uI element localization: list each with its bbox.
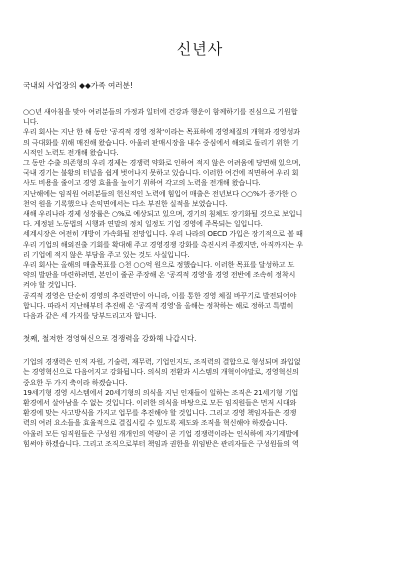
document-body [23, 107, 377, 449]
paragraph: 아울러 모든 임직원들은 구성원 개개인의 역량이 곧 기업 경쟁력이라는 인식하에 자기계발에 힘써야 하겠습니다. 그리고 조직으로부터 책임과 권한을 위임받은 관리자들은 구성원들의 역 [23, 428, 299, 448]
section-heading: 첫째, 철저한 경영혁신으로 경쟁력을 강화해 나갑시다. [23, 334, 197, 344]
spacer [23, 344, 377, 357]
paragraph: 우리 회사는 올해의 매출목표를 ○천 ○○억 원으로 정했습니다. 이러한 목표를 달성하고 도 약의 발판을 마련하려면, 본인이 줄곧 주장해 온 '공격적 경영'을 경영 전반에 조속히 정착시 켜야 할 것입니다. [23, 260, 296, 290]
paragraph: 공격적 경영은 단순히 경영의 추진력만이 아니라, 이를 통한 경영 체질 바꾸기로 발전되어야 합니다. 따라서 지난해부터 추진해 온 '공격적 경영'을 올해는 정착하는 해로 정하고 특별히 다음과 같은 세 가지를 당부드리고자 합니다. [23, 290, 297, 321]
paragraph: 우리 회사는 지난 한 해 동안 '공격적 경영 정착'이라는 목표하에 경영체질의 개혁과 경영성과 의 극대화를 위해 매진해 왔습니다. 아울러 판매시장을 내수 중심에서 해외로 돌리기 위한 기 시적인 노력도 전개해 왔습니다. [23, 127, 300, 157]
greeting-line: 국내외 사업장의 ◆◆가족 여러분! [23, 81, 133, 90]
paragraph: 세계시장은 여전히 개방이 가속화될 전망입니다. 우리 나라의 OECD 가입은 장기적으로 볼 때 우리 기업의 해외진출 기회를 확대해 주고 경영경쟁 강화를 촉진시켜 주겠지만, 아직까지는 우 리 기업에 적지 않은 부담을 주고 있는 것도 사실입니다. [23, 229, 303, 259]
document-title: 신년사 [176, 40, 224, 58]
paragraph: 새해 우리나라 경제 성장률은 ○%로 예상되고 있으며, 경기의 침체도 장기화될 것으로 보입니 다. 게정된 노동법의 시행과 연말의 정치 일정도 기업 경영에 주목되는 일입니다. [23, 209, 303, 229]
paragraph: 지난해에는 임직원 여러분들의 헌신적인 노력에 힘입어 매출은 전년보다 ○○%가 증가한 ○ 천억 원을 기록했으나 손익면에서는 다소 부진한 실적을 보였습니다. [23, 188, 297, 208]
paragraph: 그 동안 수출 의존형의 우리 경제는 경쟁력 약화로 인하여 적지 않은 어려움에 당면해 있으며, 국내 경기는 불황의 터널을 쉽게 벗어나지 못하고 있습니다. 이러한 여건에 직면하여 우리 회 사도 비용을 줄이고 경영 효율을 높이기 위하여 각고의 노력을 전개해 왔습니다. [23, 158, 301, 188]
paragraph: 19세기형 경영 시스템에서 20세기형의 의식을 지닌 인재들이 일하는 조직은 21세기형 기업 환경에서 살아남을 수 없는 것입니다. 이러한 의식을 바탕으로 모든 임직원들은 먼저 시대와 환경에 맞는 사고방식을 가지고 업무를 추진해야 할 것입니다. 그리고 경영 책임자들은 경쟁 력의 여러 요소들을 효율적으로 결집시킬 수 있도록 제도와 조직을 혁신해야 하겠습니다. [23, 387, 299, 428]
paragraph: 기업의 경쟁력은 인적 자원, 기술력, 재무력, 기업인지도, 조직력의 결합으로 형성되며 좌입없 는 경영혁신으로 다음어지고 강화됩니다. 의식의 전환과 시스템의 개혁이야말로, 경영혁신의 중요한 두 가지 축이라 하겠습니다. [23, 357, 301, 387]
spacer [23, 321, 377, 334]
paragraph: ○○년 새아침을 맞아 여러분들의 가정과 일터에 건강과 행운이 함께하기를 진심으로 기원합 니다. [23, 107, 298, 127]
